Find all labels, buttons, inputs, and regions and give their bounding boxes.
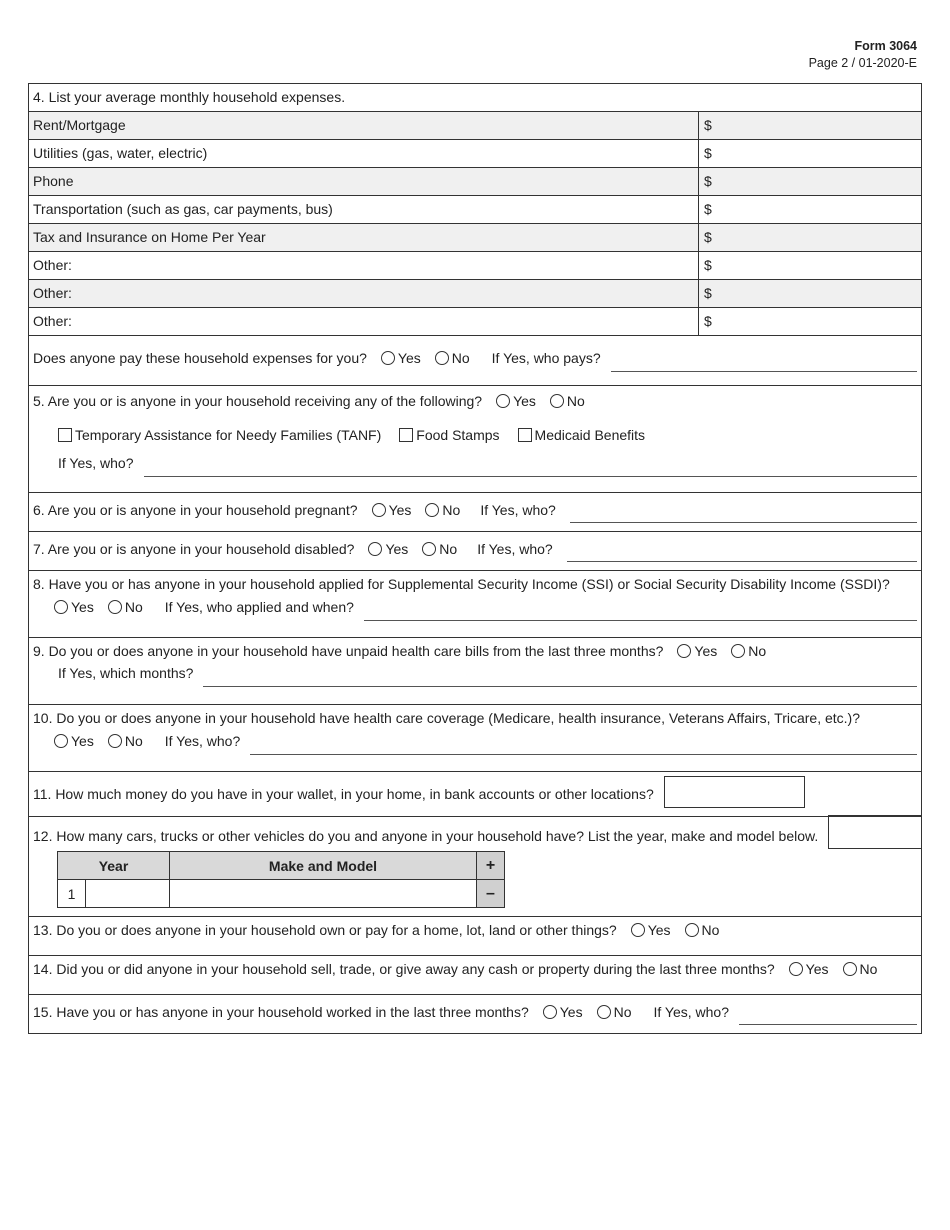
q8-row (29, 571, 921, 638)
no-radio[interactable]: No (108, 599, 143, 615)
radio-circle-icon (54, 600, 68, 614)
expense-label: Tax and Insurance on Home Per Year (29, 224, 699, 251)
expense-label[interactable]: Other: (29, 252, 699, 279)
expense-row-other-3 (29, 308, 921, 336)
q4-pay-question: Does anyone pay these household expenses for you? (33, 350, 367, 366)
yes-radio[interactable]: Yes (543, 1004, 583, 1020)
expense-label: Rent/Mortgage (29, 112, 699, 139)
ifyes-label: If Yes, who? (477, 541, 553, 557)
who-pays-field[interactable] (611, 350, 917, 372)
ifyes-label: If Yes, which months? (58, 665, 194, 681)
yes-radio[interactable]: Yes (496, 393, 536, 409)
q9-question: 9. Do you or does anyone in your household have unpaid health care bills from the last three months? (33, 643, 664, 659)
q6-row (29, 493, 921, 532)
q5-row (29, 386, 921, 493)
col-make-model: Make and Model (170, 852, 477, 880)
no-radio[interactable]: No (685, 922, 720, 938)
expense-amount-field[interactable]: $ (704, 313, 712, 329)
ifyes-label: If Yes, who? (480, 502, 556, 518)
yes-radio[interactable]: Yes (789, 961, 829, 977)
expense-label[interactable]: Other: (29, 280, 699, 307)
form-header (809, 38, 917, 72)
expense-amount-field[interactable]: $ (704, 257, 712, 273)
no-radio[interactable]: No (422, 541, 457, 557)
q4-heading-row (29, 84, 921, 112)
food-stamps-checkbox[interactable]: Food Stamps (399, 427, 499, 443)
radio-circle-icon (368, 542, 382, 556)
radio-circle-icon (372, 503, 386, 517)
medicaid-checkbox[interactable]: Medicaid Benefits (518, 427, 646, 443)
expense-row-other-1 (29, 252, 921, 280)
expense-row-phone (29, 168, 921, 196)
radio-circle-icon (631, 923, 645, 937)
q12-question: 12. How many cars, trucks or other vehicles do you and anyone in your household have? List the year, make and model below. (33, 828, 819, 844)
vehicle-count-field[interactable] (828, 815, 921, 849)
radio-circle-icon (435, 351, 449, 365)
who-field[interactable] (567, 540, 917, 562)
radio-circle-icon (108, 600, 122, 614)
make-model-field[interactable] (170, 880, 477, 908)
expense-label: Utilities (gas, water, electric) (29, 140, 699, 167)
expense-amount-field[interactable]: $ (704, 117, 712, 133)
no-radio[interactable]: No (550, 393, 585, 409)
q7-row (29, 532, 921, 571)
expense-amount-field[interactable]: $ (704, 173, 712, 189)
add-row-button[interactable]: + (477, 852, 505, 880)
q13-question: 13. Do you or does anyone in your household own or pay for a home, lot, land or other things? (33, 922, 617, 938)
q15-question: 15. Have you or has anyone in your household worked in the last three months? (33, 1004, 529, 1020)
radio-circle-icon (789, 962, 803, 976)
expense-row-other-2 (29, 280, 921, 308)
who-field[interactable] (250, 733, 917, 755)
remove-row-button[interactable]: – (477, 880, 505, 908)
expense-label: Transportation (such as gas, car payments, bus) (29, 196, 699, 223)
vehicle-table (57, 851, 505, 908)
no-radio[interactable]: No (435, 350, 470, 366)
q12-row (29, 817, 921, 917)
expense-label[interactable]: Other: (29, 308, 699, 335)
no-radio[interactable]: No (843, 961, 878, 977)
expense-row-tax-insurance (29, 224, 921, 252)
q13-row (29, 917, 921, 956)
expense-row-rent (29, 112, 921, 140)
expense-amount-field[interactable]: $ (704, 285, 712, 301)
q14-question: 14. Did you or did anyone in your household sell, trade, or give away any cash or property during the last three months? (33, 961, 775, 977)
q9-row (29, 638, 921, 705)
radio-circle-icon (550, 394, 564, 408)
ifyes-label: If Yes, who? (58, 455, 134, 471)
radio-circle-icon (425, 503, 439, 517)
expense-amount-field[interactable]: $ (704, 229, 712, 245)
ifyes-label: If Yes, who applied and when? (164, 599, 354, 615)
q4-question: 4. List your average monthly household expenses. (33, 89, 346, 105)
q14-row (29, 956, 921, 995)
no-radio[interactable]: No (108, 733, 143, 749)
yes-radio[interactable]: Yes (54, 733, 94, 749)
radio-circle-icon (496, 394, 510, 408)
page-info: Page 2 / 01-2020-E (808, 56, 917, 70)
radio-circle-icon (685, 923, 699, 937)
yes-radio[interactable]: Yes (677, 643, 717, 659)
ifyes-label: If Yes, who? (653, 1004, 730, 1020)
radio-circle-icon (677, 644, 691, 658)
q10-question: 10. Do you or does anyone in your household have health care coverage (Medicare, health insurance, Veterans Affairs, Tricare, etc.)? (33, 710, 861, 726)
yes-radio[interactable]: Yes (372, 502, 412, 518)
yes-radio[interactable]: Yes (368, 541, 408, 557)
which-months-field[interactable] (203, 665, 917, 687)
ifyes-label: If Yes, who? (164, 733, 241, 749)
yes-radio[interactable]: Yes (381, 350, 421, 366)
yes-radio[interactable]: Yes (631, 922, 671, 938)
money-amount-field[interactable] (664, 776, 805, 808)
expense-row-utilities (29, 140, 921, 168)
q8-question: 8. Have you or has anyone in your household applied for Supplemental Security Income (SSI) or Social Security Disability Income (SSDI)? (33, 576, 890, 592)
radio-circle-icon (731, 644, 745, 658)
who-field[interactable] (144, 455, 917, 477)
q11-question: 11. How much money do you have in your wallet, in your home, in bank accounts or other locations? (33, 785, 654, 802)
who-field[interactable] (739, 1003, 917, 1025)
vehicle-table-header (58, 852, 505, 880)
table-row (58, 880, 505, 908)
q6-question: 6. Are you or is anyone in your household pregnant? (33, 502, 358, 518)
who-field[interactable] (570, 501, 917, 523)
who-applied-field[interactable] (364, 599, 917, 621)
radio-circle-icon (597, 1005, 611, 1019)
expense-label: Phone (29, 168, 699, 195)
form-body (28, 83, 922, 1034)
no-radio[interactable]: No (425, 502, 460, 518)
radio-circle-icon (543, 1005, 557, 1019)
q10-row (29, 705, 921, 772)
q11-row (29, 772, 921, 817)
expense-row-transportation (29, 196, 921, 224)
no-radio[interactable]: No (731, 643, 766, 659)
expense-amount-field[interactable]: $ (704, 145, 712, 161)
q7-question: 7. Are you or is anyone in your household disabled? (33, 541, 355, 557)
no-radio[interactable]: No (597, 1004, 632, 1020)
checkbox-icon (58, 428, 72, 442)
yes-radio[interactable]: Yes (54, 599, 94, 615)
radio-circle-icon (843, 962, 857, 976)
radio-circle-icon (381, 351, 395, 365)
radio-circle-icon (54, 734, 68, 748)
col-year: Year (58, 852, 170, 880)
expense-amount-field[interactable]: $ (704, 201, 712, 217)
year-field[interactable] (86, 880, 170, 908)
radio-circle-icon (108, 734, 122, 748)
radio-circle-icon (422, 542, 436, 556)
row-index: 1 (58, 880, 86, 908)
q15-row (29, 995, 921, 1033)
checkbox-icon (518, 428, 532, 442)
q5-question: 5. Are you or is anyone in your household receiving any of the following? (33, 393, 483, 409)
checkbox-icon (399, 428, 413, 442)
q4-pay-row (29, 336, 921, 386)
ifyes-label: If Yes, who pays? (491, 350, 601, 366)
tanf-checkbox[interactable]: Temporary Assistance for Needy Families (TANF) (58, 427, 381, 443)
form-number: Form 3064 (854, 39, 917, 53)
